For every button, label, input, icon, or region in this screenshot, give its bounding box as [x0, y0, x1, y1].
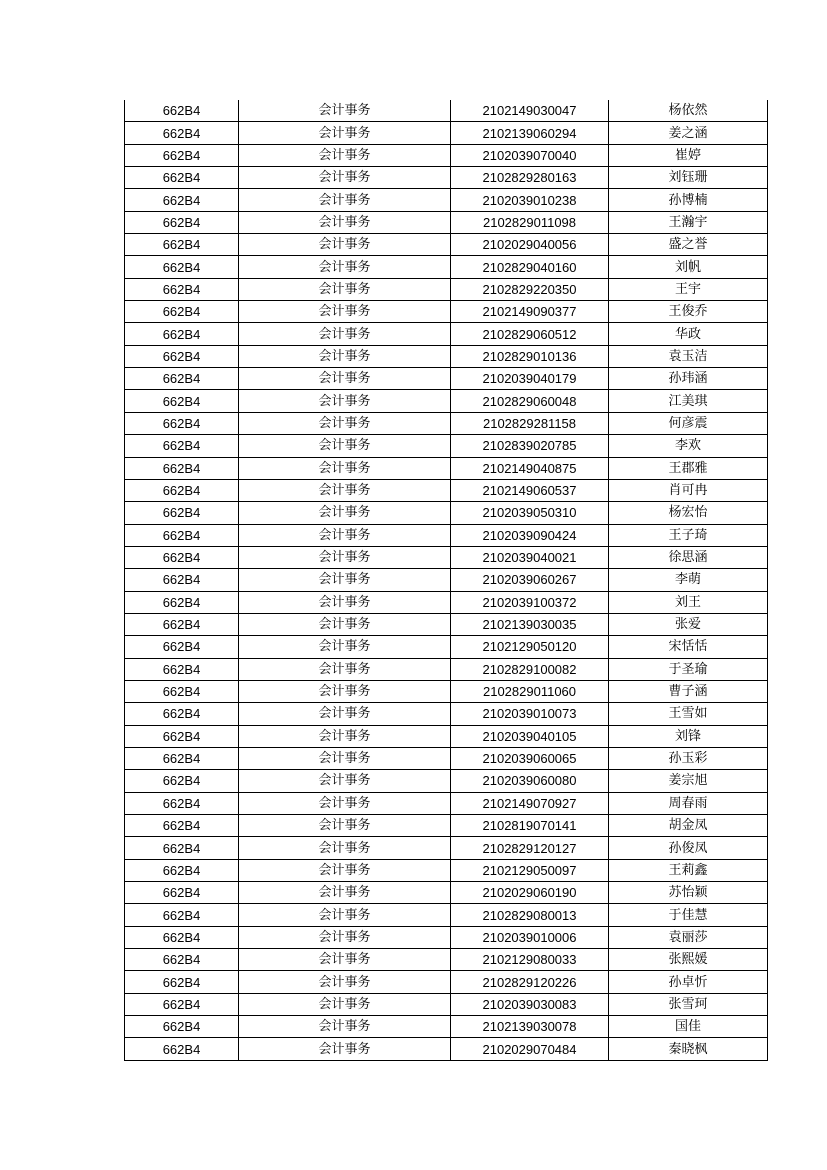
table-row — [125, 882, 768, 904]
exam-id-cell: 2102139030035 — [451, 613, 609, 635]
table-row — [125, 390, 768, 412]
student-name-cell: 李欢 — [609, 435, 768, 457]
table-row — [125, 435, 768, 457]
major-cell: 会计事务 — [239, 1038, 451, 1060]
exam-id-cell: 2102039040021 — [451, 546, 609, 568]
major-cell: 会计事务 — [239, 792, 451, 814]
table-row — [125, 524, 768, 546]
table-row — [125, 167, 768, 189]
table-row — [125, 234, 768, 256]
class-code-cell: 662B4 — [125, 1038, 239, 1060]
table-row — [125, 837, 768, 859]
table-row — [125, 301, 768, 323]
student-name-cell: 于佳慧 — [609, 904, 768, 926]
major-cell: 会计事务 — [239, 189, 451, 211]
table-row — [125, 725, 768, 747]
student-name-cell: 徐思涵 — [609, 546, 768, 568]
exam-id-cell: 2102039010006 — [451, 926, 609, 948]
student-name-cell: 杨宏怡 — [609, 502, 768, 524]
major-cell: 会计事务 — [239, 457, 451, 479]
major-cell: 会计事务 — [239, 435, 451, 457]
major-cell: 会计事务 — [239, 971, 451, 993]
exam-id-cell: 2102829220350 — [451, 278, 609, 300]
major-cell: 会计事务 — [239, 993, 451, 1015]
student-name-cell: 袁玉洁 — [609, 345, 768, 367]
class-code-cell: 662B4 — [125, 323, 239, 345]
student-name-cell: 王宇 — [609, 278, 768, 300]
major-cell: 会计事务 — [239, 949, 451, 971]
roster-table — [124, 100, 768, 1061]
table-row — [125, 971, 768, 993]
student-name-cell: 华政 — [609, 323, 768, 345]
exam-id-cell: 2102039060267 — [451, 569, 609, 591]
student-name-cell: 曹子涵 — [609, 680, 768, 702]
exam-id-cell: 2102039040105 — [451, 725, 609, 747]
class-code-cell: 662B4 — [125, 211, 239, 233]
major-cell: 会计事务 — [239, 636, 451, 658]
exam-id-cell: 2102039100372 — [451, 591, 609, 613]
class-code-cell: 662B4 — [125, 256, 239, 278]
class-code-cell: 662B4 — [125, 502, 239, 524]
class-code-cell: 662B4 — [125, 546, 239, 568]
table-row — [125, 368, 768, 390]
exam-id-cell: 2102029040056 — [451, 234, 609, 256]
major-cell: 会计事务 — [239, 524, 451, 546]
class-code-cell: 662B4 — [125, 993, 239, 1015]
major-cell: 会计事务 — [239, 680, 451, 702]
major-cell: 会计事务 — [239, 278, 451, 300]
roster-table-body — [125, 100, 768, 1060]
table-row — [125, 613, 768, 635]
class-code-cell: 662B4 — [125, 949, 239, 971]
major-cell: 会计事务 — [239, 211, 451, 233]
exam-id-cell: 2102139060294 — [451, 122, 609, 144]
table-row — [125, 502, 768, 524]
class-code-cell: 662B4 — [125, 658, 239, 680]
class-code-cell: 662B4 — [125, 837, 239, 859]
exam-id-cell: 2102829120127 — [451, 837, 609, 859]
table-row — [125, 100, 768, 122]
student-name-cell: 姜之涵 — [609, 122, 768, 144]
table-row — [125, 770, 768, 792]
class-code-cell: 662B4 — [125, 770, 239, 792]
table-row — [125, 636, 768, 658]
table-row — [125, 256, 768, 278]
exam-id-cell: 2102829060512 — [451, 323, 609, 345]
class-code-cell: 662B4 — [125, 882, 239, 904]
student-name-cell: 刘帆 — [609, 256, 768, 278]
major-cell: 会计事务 — [239, 502, 451, 524]
exam-id-cell: 2102039070040 — [451, 144, 609, 166]
exam-id-cell: 2102129050097 — [451, 859, 609, 881]
class-code-cell: 662B4 — [125, 144, 239, 166]
exam-id-cell: 2102139030078 — [451, 1016, 609, 1038]
student-name-cell: 李萌 — [609, 569, 768, 591]
table-row — [125, 546, 768, 568]
major-cell: 会计事务 — [239, 770, 451, 792]
table-row — [125, 747, 768, 769]
major-cell: 会计事务 — [239, 234, 451, 256]
table-row — [125, 904, 768, 926]
class-code-cell: 662B4 — [125, 412, 239, 434]
major-cell: 会计事务 — [239, 546, 451, 568]
table-row — [125, 658, 768, 680]
major-cell: 会计事务 — [239, 167, 451, 189]
exam-id-cell: 2102829040160 — [451, 256, 609, 278]
table-row — [125, 323, 768, 345]
major-cell: 会计事务 — [239, 323, 451, 345]
exam-id-cell: 2102829060048 — [451, 390, 609, 412]
student-name-cell: 刘王 — [609, 591, 768, 613]
table-row — [125, 859, 768, 881]
exam-id-cell: 2102829280163 — [451, 167, 609, 189]
student-name-cell: 秦晓枫 — [609, 1038, 768, 1060]
table-row — [125, 479, 768, 501]
class-code-cell: 662B4 — [125, 435, 239, 457]
major-cell: 会计事务 — [239, 1016, 451, 1038]
table-row — [125, 122, 768, 144]
class-code-cell: 662B4 — [125, 234, 239, 256]
class-code-cell: 662B4 — [125, 613, 239, 635]
class-code-cell: 662B4 — [125, 725, 239, 747]
class-code-cell: 662B4 — [125, 167, 239, 189]
major-cell: 会计事务 — [239, 815, 451, 837]
student-name-cell: 王俊乔 — [609, 301, 768, 323]
table-row — [125, 211, 768, 233]
table-row — [125, 144, 768, 166]
class-code-cell: 662B4 — [125, 301, 239, 323]
exam-id-cell: 2102829281158 — [451, 412, 609, 434]
major-cell: 会计事务 — [239, 100, 451, 122]
major-cell: 会计事务 — [239, 859, 451, 881]
class-code-cell: 662B4 — [125, 636, 239, 658]
major-cell: 会计事务 — [239, 747, 451, 769]
major-cell: 会计事务 — [239, 591, 451, 613]
major-cell: 会计事务 — [239, 837, 451, 859]
student-name-cell: 江美琪 — [609, 390, 768, 412]
exam-id-cell: 2102819070141 — [451, 815, 609, 837]
student-name-cell: 宋恬恬 — [609, 636, 768, 658]
exam-id-cell: 2102829010136 — [451, 345, 609, 367]
exam-id-cell: 2102129080033 — [451, 949, 609, 971]
student-name-cell: 王莉鑫 — [609, 859, 768, 881]
student-name-cell: 张爱 — [609, 613, 768, 635]
table-row — [125, 569, 768, 591]
class-code-cell: 662B4 — [125, 792, 239, 814]
table-row — [125, 457, 768, 479]
exam-id-cell: 2102039090424 — [451, 524, 609, 546]
class-code-cell: 662B4 — [125, 815, 239, 837]
class-code-cell: 662B4 — [125, 345, 239, 367]
class-code-cell: 662B4 — [125, 569, 239, 591]
exam-id-cell: 2102829011098 — [451, 211, 609, 233]
class-code-cell: 662B4 — [125, 904, 239, 926]
table-row — [125, 1016, 768, 1038]
student-name-cell: 何彦震 — [609, 412, 768, 434]
table-row — [125, 278, 768, 300]
class-code-cell: 662B4 — [125, 926, 239, 948]
major-cell: 会计事务 — [239, 122, 451, 144]
student-name-cell: 孙玉彩 — [609, 747, 768, 769]
class-code-cell: 662B4 — [125, 457, 239, 479]
exam-id-cell: 2102829080013 — [451, 904, 609, 926]
student-name-cell: 盛之誉 — [609, 234, 768, 256]
student-name-cell: 刘锋 — [609, 725, 768, 747]
class-code-cell: 662B4 — [125, 680, 239, 702]
exam-id-cell: 2102039050310 — [451, 502, 609, 524]
student-name-cell: 孙博楠 — [609, 189, 768, 211]
major-cell: 会计事务 — [239, 256, 451, 278]
major-cell: 会计事务 — [239, 882, 451, 904]
class-code-cell: 662B4 — [125, 100, 239, 122]
class-code-cell: 662B4 — [125, 278, 239, 300]
student-name-cell: 胡金凤 — [609, 815, 768, 837]
student-name-cell: 王瀚宇 — [609, 211, 768, 233]
student-name-cell: 张熙媛 — [609, 949, 768, 971]
class-code-cell: 662B4 — [125, 747, 239, 769]
exam-id-cell: 2102829120226 — [451, 971, 609, 993]
table-row — [125, 703, 768, 725]
exam-id-cell: 2102149030047 — [451, 100, 609, 122]
student-name-cell: 肖可冉 — [609, 479, 768, 501]
major-cell: 会计事务 — [239, 658, 451, 680]
exam-id-cell: 2102039060065 — [451, 747, 609, 769]
student-name-cell: 国佳 — [609, 1016, 768, 1038]
major-cell: 会计事务 — [239, 390, 451, 412]
table-row — [125, 792, 768, 814]
table-row — [125, 680, 768, 702]
exam-id-cell: 2102829011060 — [451, 680, 609, 702]
student-name-cell: 姜宗旭 — [609, 770, 768, 792]
exam-id-cell: 2102039040179 — [451, 368, 609, 390]
class-code-cell: 662B4 — [125, 524, 239, 546]
exam-id-cell: 2102039010238 — [451, 189, 609, 211]
class-code-cell: 662B4 — [125, 591, 239, 613]
table-row — [125, 1038, 768, 1060]
exam-id-cell: 2102149040875 — [451, 457, 609, 479]
exam-id-cell: 2102149070927 — [451, 792, 609, 814]
class-code-cell: 662B4 — [125, 368, 239, 390]
major-cell: 会计事务 — [239, 368, 451, 390]
table-row — [125, 345, 768, 367]
major-cell: 会计事务 — [239, 926, 451, 948]
student-name-cell: 周春雨 — [609, 792, 768, 814]
major-cell: 会计事务 — [239, 703, 451, 725]
exam-id-cell: 2102129050120 — [451, 636, 609, 658]
exam-id-cell: 2102039060080 — [451, 770, 609, 792]
table-row — [125, 993, 768, 1015]
class-code-cell: 662B4 — [125, 703, 239, 725]
table-row — [125, 189, 768, 211]
major-cell: 会计事务 — [239, 345, 451, 367]
table-row — [125, 815, 768, 837]
class-code-cell: 662B4 — [125, 971, 239, 993]
student-name-cell: 王郡雅 — [609, 457, 768, 479]
exam-id-cell: 2102149060537 — [451, 479, 609, 501]
student-name-cell: 苏怡颖 — [609, 882, 768, 904]
exam-id-cell: 2102029070484 — [451, 1038, 609, 1060]
class-code-cell: 662B4 — [125, 122, 239, 144]
major-cell: 会计事务 — [239, 301, 451, 323]
major-cell: 会计事务 — [239, 613, 451, 635]
class-code-cell: 662B4 — [125, 1016, 239, 1038]
table-row — [125, 591, 768, 613]
student-name-cell: 杨依然 — [609, 100, 768, 122]
table-row — [125, 412, 768, 434]
class-code-cell: 662B4 — [125, 189, 239, 211]
student-name-cell: 刘钰珊 — [609, 167, 768, 189]
exam-id-cell: 2102039010073 — [451, 703, 609, 725]
table-row — [125, 949, 768, 971]
major-cell: 会计事务 — [239, 412, 451, 434]
student-name-cell: 孙俊凤 — [609, 837, 768, 859]
exam-id-cell: 2102839020785 — [451, 435, 609, 457]
class-code-cell: 662B4 — [125, 390, 239, 412]
student-name-cell: 崔婷 — [609, 144, 768, 166]
exam-id-cell: 2102829100082 — [451, 658, 609, 680]
exam-id-cell: 2102149090377 — [451, 301, 609, 323]
major-cell: 会计事务 — [239, 479, 451, 501]
exam-id-cell: 2102039030083 — [451, 993, 609, 1015]
student-name-cell: 孙卓忻 — [609, 971, 768, 993]
major-cell: 会计事务 — [239, 725, 451, 747]
major-cell: 会计事务 — [239, 904, 451, 926]
class-code-cell: 662B4 — [125, 859, 239, 881]
student-name-cell: 王雪如 — [609, 703, 768, 725]
student-name-cell: 袁丽莎 — [609, 926, 768, 948]
exam-id-cell: 2102029060190 — [451, 882, 609, 904]
student-name-cell: 于圣瑜 — [609, 658, 768, 680]
table-row — [125, 926, 768, 948]
class-code-cell: 662B4 — [125, 479, 239, 501]
student-name-cell: 王子琦 — [609, 524, 768, 546]
student-name-cell: 张雪珂 — [609, 993, 768, 1015]
major-cell: 会计事务 — [239, 569, 451, 591]
major-cell: 会计事务 — [239, 144, 451, 166]
student-name-cell: 孙玮涵 — [609, 368, 768, 390]
